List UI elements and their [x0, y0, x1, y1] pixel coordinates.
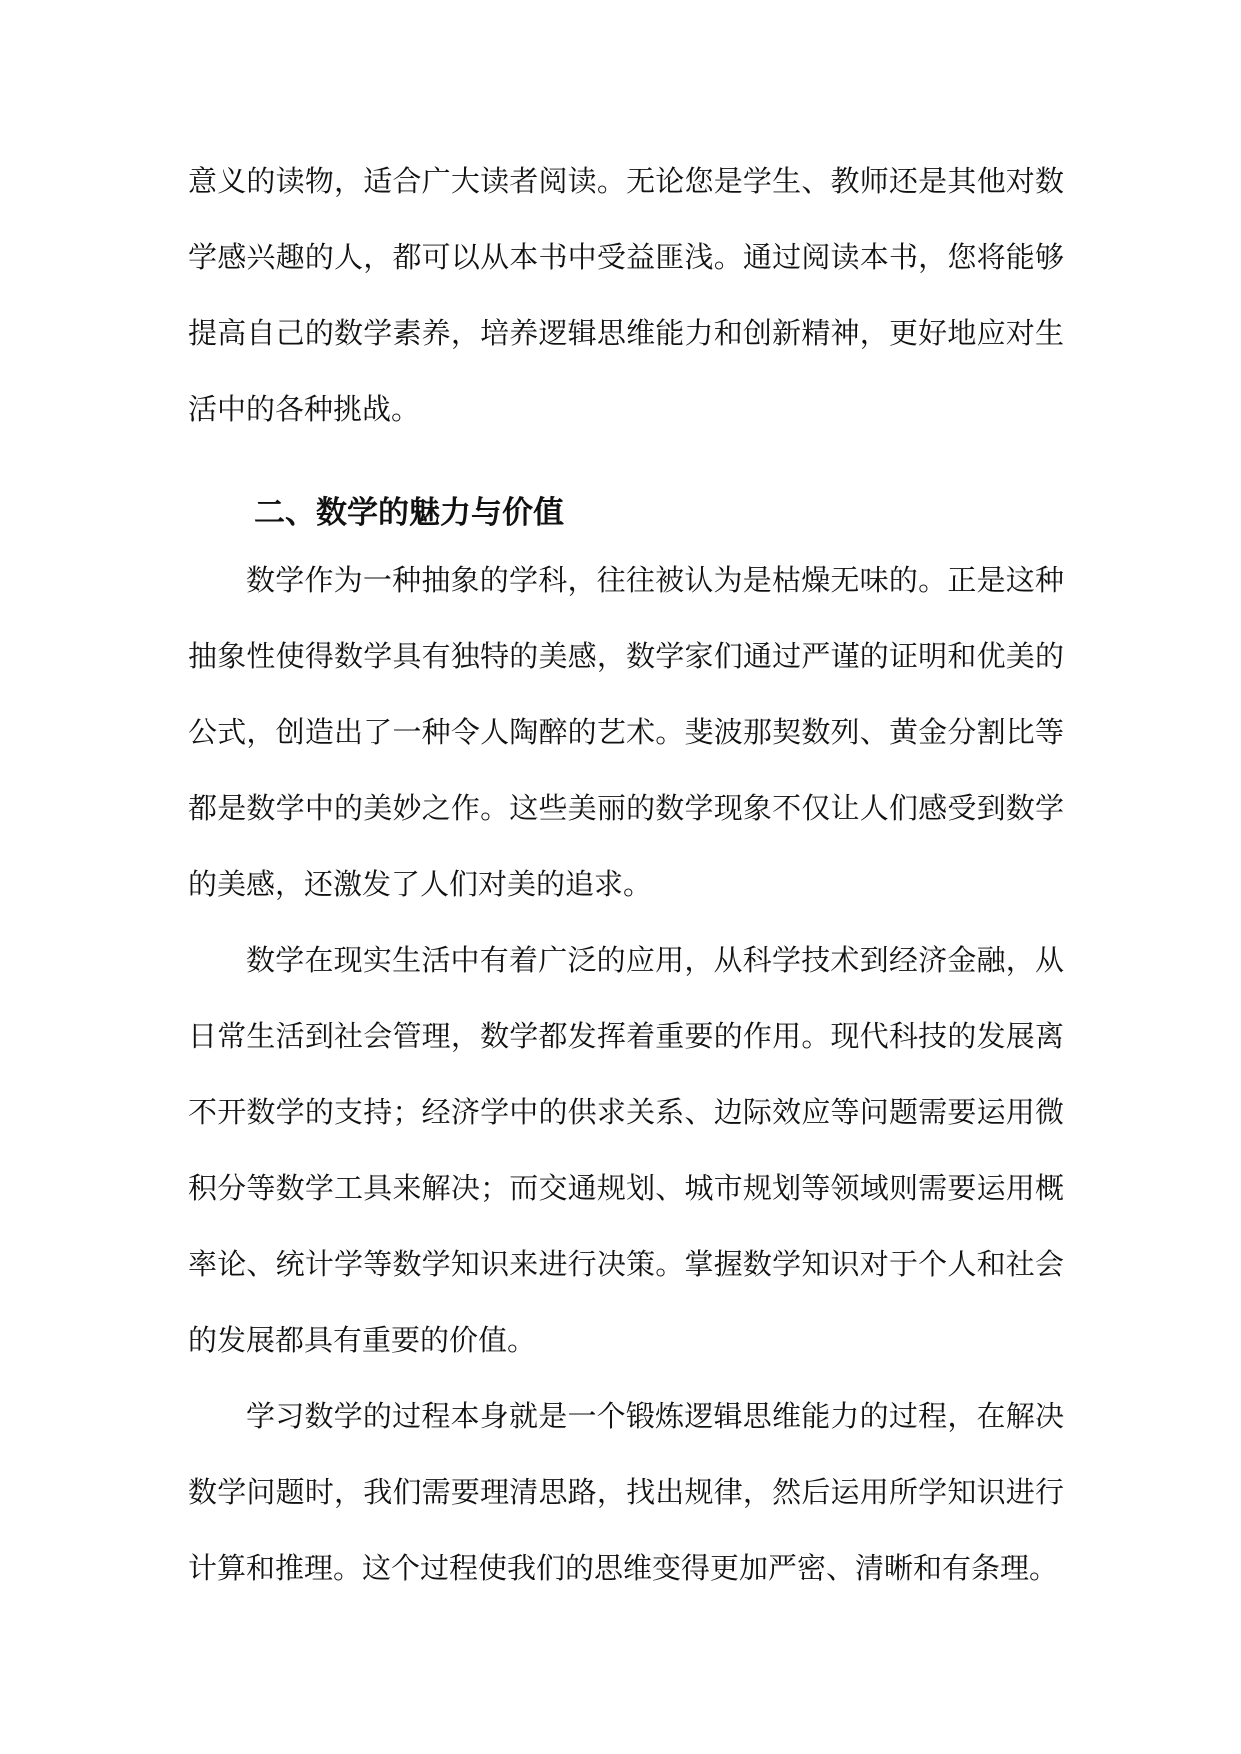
paragraph-applications-of-math: 数学在现实生活中有着广泛的应用，从科学技术到经济金融，从日常生活到社会管理，数学都发挥着重要的作用。现代科技的发展离不开数学的支持；经济学中的供求关系、边际效应等问题需要运用微积分等数学工具来解决；而交通规划、城市规划等领域则需要运用概率论、统计学等数学知识来进行决策。掌握数学知识对于个人和社会的发展都具有重要的价值。: [188, 943, 1064, 1357]
paragraph-logical-thinking: 学习数学的过程本身就是一个锻炼逻辑思维能力的过程，在解决数学问题时，我们需要理清思路，找出规律，然后运用所学知识进行计算和推理。这个过程使我们的思维变得更加严密、清晰和有条理。: [188, 1399, 1064, 1585]
section-heading: 二、数学的魅力与价值: [254, 495, 564, 531]
document-body: [188, 143, 1064, 1606]
paragraph-continuation: 意义的读物，适合广大读者阅读。无论您是学生、教师还是其他对数学感兴趣的人，都可以从本书中受益匪浅。通过阅读本书，您将能够提高自己的数学素养，培养逻辑思维能力和创新精神，更好地应对生活中的各种挑战。: [188, 164, 1064, 426]
paragraph-beauty-of-math: 数学作为一种抽象的学科，往往被认为是枯燥无味的。正是这种抽象性使得数学具有独特的美感，数学家们通过严谨的证明和优美的公式，创造出了一种令人陶醉的艺术。斐波那契数列、黄金分割比等都是数学中的美妙之作。这些美丽的数学现象不仅让人们感受到数学的美感，还激发了人们对美的追求。: [188, 563, 1064, 901]
